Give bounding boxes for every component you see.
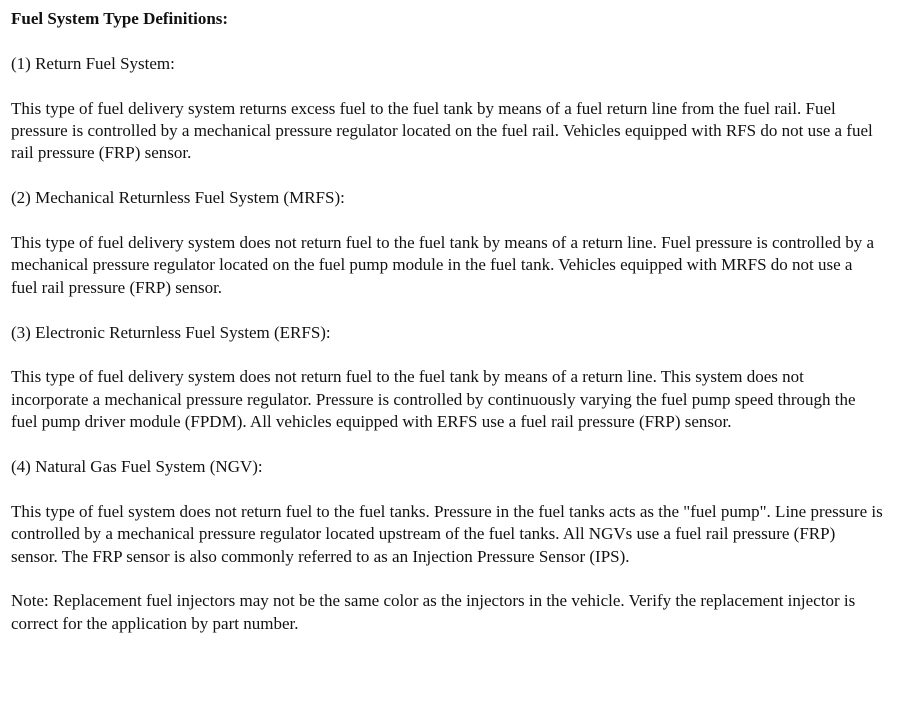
section-body-mrfs: This type of fuel delivery system does not return fuel to the fuel tank by means of a return line. Fuel pressure is controlled by a mechanical pressure regulator located on the fuel pump module in the fuel tank. Vehicles equipped with MRFS do not use a fuel rail pressure (FRP) sensor.	[11, 233, 874, 297]
section-heading-mrfs: (2) Mechanical Returnless Fuel System (MRFS):	[11, 188, 345, 208]
document-title: Fuel System Type Definitions:	[11, 9, 229, 28]
section-body-ngv: This type of fuel system does not return fuel to the fuel tanks. Pressure in the fuel tanks acts as the "fuel pump". Line pressure is controlled by a mechanical pressure regulator located upstream of the fuel tanks. All NGVs use a fuel rail pressure (FRP) sensor. The FRP sensor is also commonly referred to as an Injection Pressure Sensor (IPS).	[11, 501, 883, 566]
note-paragraph: Note: Replacement fuel injectors may not be the same color as the injectors in the vehicle. Verify the replacement injector is correct for the application by part number.	[11, 591, 856, 633]
document	[11, 8, 883, 658]
section-heading-return: (1) Return Fuel System:	[11, 53, 175, 73]
section-heading-ngv: (4) Natural Gas Fuel System (NGV):	[11, 457, 263, 477]
section-heading-erfs: (3) Electronic Returnless Fuel System (ERFS):	[11, 322, 331, 342]
section-body-return: This type of fuel delivery system returns excess fuel to the fuel tank by means of a fuel return line from the fuel rail. Fuel pressure is controlled by a mechanical pressure regulator located on the fuel rail. Vehicles equipped with RFS do not use a fuel rail pressure (FRP) sensor.	[11, 98, 873, 163]
section-body-erfs: This type of fuel delivery system does not return fuel to the fuel tank by means of a return line. This system does not incorporate a mechanical pressure regulator. Pressure is controlled by continuously varying the fuel pump speed through the fuel pump driver module (FPDM). All vehicles equipped with ERFS use a fuel rail pressure (FRP) sensor.	[11, 367, 856, 432]
